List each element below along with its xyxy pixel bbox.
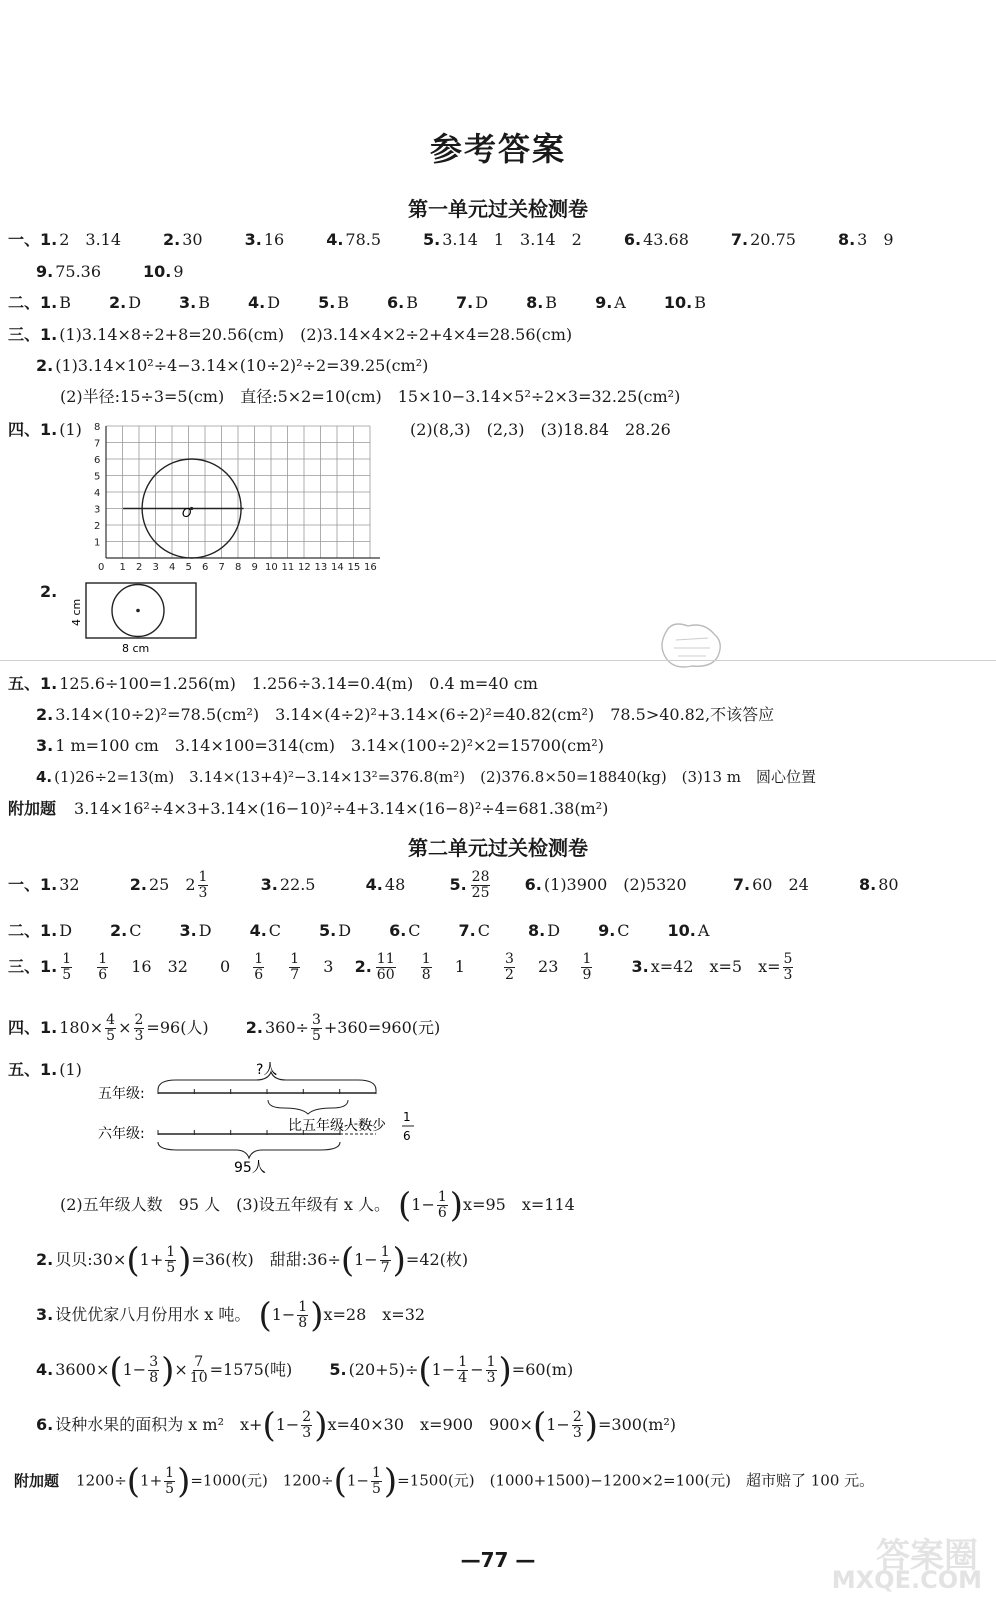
q-num: 9. bbox=[595, 293, 613, 312]
y-tick-label: 8 bbox=[94, 422, 101, 433]
u2-s2-line bbox=[8, 921, 709, 941]
q-num: 8. bbox=[528, 921, 546, 940]
u2-s5-q1 bbox=[8, 1060, 82, 1080]
u1-s3-q2 bbox=[36, 356, 428, 376]
answer-text: 3 bbox=[323, 957, 334, 976]
answer-text: C bbox=[129, 921, 142, 940]
answer-text: 48 bbox=[384, 875, 406, 894]
answer-text: (1)26÷2=13(m) 3.14×(13+4)²−3.14×13²=376.8(m²) (2)376.8×50=18840(kg) (3)13 m 圆心位置 bbox=[54, 768, 816, 786]
u1-s5-q3 bbox=[36, 736, 604, 756]
answer-text: C bbox=[477, 921, 491, 940]
answer-text: 75.36 bbox=[55, 262, 102, 281]
answer-text: D bbox=[59, 921, 73, 940]
q-num: 6. bbox=[524, 875, 542, 894]
x-tick-label: 12 bbox=[298, 562, 311, 573]
x-tick-label: 5 bbox=[185, 562, 192, 573]
answer-text: D bbox=[267, 293, 281, 312]
q-num: 2. bbox=[40, 582, 58, 601]
u1-s1-line2 bbox=[36, 262, 184, 282]
u1-s1-line1 bbox=[8, 230, 894, 250]
answer-text: 3.14×(10÷2)²=78.5(cm²) 3.14×(4÷2)²+3.14×(6÷2)²=40.82(cm²) 78.5>40.82,不该答应 bbox=[55, 705, 775, 724]
q-num: 9. bbox=[36, 262, 54, 281]
y-tick-label: 6 bbox=[94, 455, 101, 466]
q-num: 3. bbox=[179, 293, 197, 312]
answer-text: D bbox=[128, 293, 142, 312]
q-num: 2. bbox=[110, 921, 128, 940]
q-num: 10. bbox=[143, 262, 172, 281]
q-num: 4. bbox=[36, 1360, 54, 1379]
answer-text: 32 bbox=[59, 875, 80, 894]
q-num: 7. bbox=[458, 921, 476, 940]
q-num: 4. bbox=[248, 293, 266, 312]
answer-text: 3 9 bbox=[857, 230, 894, 249]
q-num: 一、1. bbox=[8, 875, 58, 894]
x-tick-label: 15 bbox=[347, 562, 361, 573]
y-tick-label: 4 bbox=[94, 488, 101, 499]
q-num: 4. bbox=[249, 921, 267, 940]
answer-text: 1 m=100 cm 3.14×100=314(cm) 3.14×(100÷2)²×2=15700(cm²) bbox=[55, 736, 604, 755]
x-tick-label: 11 bbox=[281, 562, 295, 573]
u2-s3-line: 三、1. $\frac{1}{5}$ $\frac{1}{6}$ 16 32 0 $\frac{1}{6}$ $\frac{1}{7}$ 3 2. $\frac{11}{60}$ $\frac{1}{8}$ 1 $\frac{3}{2}$ 23 $\frac{1}{9}$ 3. x=42 x=5 x= $\frac{5}{3}$ bbox=[8, 951, 793, 983]
u1-s4-q1 bbox=[8, 420, 82, 440]
q-num: 2. bbox=[245, 1018, 263, 1037]
frac-den: 6 bbox=[403, 1129, 411, 1143]
q-num: 2. bbox=[354, 957, 372, 976]
x-tick-label: 6 bbox=[202, 562, 209, 573]
x-tick-label: 10 bbox=[265, 562, 278, 573]
q-num: 2. bbox=[129, 875, 147, 894]
rect-height-label: 4 cm bbox=[70, 598, 83, 626]
u1-s4-q2 bbox=[40, 582, 59, 602]
u2-s5-q4: 4. 3600×(1− $\frac{3}{8}$ )× $\frac{7}{10}$ =1575(吨) 5. (20+5)÷(1− $\frac{1}{4}$ − $\frac{1}{3}$ )=60(m) bbox=[36, 1350, 574, 1391]
x-tick-label: 1 bbox=[119, 562, 126, 573]
center-label: O bbox=[182, 506, 192, 520]
x-tick-label: 9 bbox=[251, 562, 258, 573]
y-tick-label: 0 bbox=[98, 562, 105, 573]
unknown-label: ?人 bbox=[256, 1062, 278, 1078]
frac-num: 1 bbox=[403, 1110, 411, 1124]
answer-text: B bbox=[59, 293, 71, 312]
q-num: 8. bbox=[526, 293, 544, 312]
answer-text: 125.6÷100=1.256(m) 1.256÷3.14=0.4(m) 0.4 m=40 cm bbox=[59, 674, 538, 693]
q-num: 3. bbox=[36, 1305, 54, 1324]
q-num: 附加题 bbox=[8, 799, 57, 818]
q-num: 5. bbox=[449, 875, 467, 894]
answer-text: 16 bbox=[263, 230, 285, 249]
answer-text: 78.5 bbox=[345, 230, 382, 249]
segment-diagram bbox=[96, 1058, 456, 1174]
less-label: 比五年级人数少 bbox=[288, 1118, 386, 1134]
answer-text: 3.14 1 3.14 2 bbox=[442, 230, 582, 249]
q-num: 9. bbox=[598, 921, 616, 940]
q-num: 附加题 bbox=[14, 1471, 60, 1490]
watermark-url: MXQE.COM bbox=[831, 1566, 982, 1594]
answer-text: D bbox=[475, 293, 489, 312]
q-num: 6. bbox=[387, 293, 405, 312]
watermark-logo: 答案圈 bbox=[876, 1536, 978, 1576]
x-tick-label: 2 bbox=[136, 562, 143, 573]
answer-text: (1) bbox=[59, 1060, 82, 1079]
q-num: 五、1. bbox=[8, 1060, 58, 1079]
x-tick-label: 13 bbox=[314, 562, 328, 573]
answer-text: B bbox=[198, 293, 211, 312]
q-num: 3. bbox=[179, 921, 197, 940]
u2-s4-line: 四、1. 180× $\frac{4}{5}$ × $\frac{2}{3}$ =96(人) 2. 360÷ $\frac{3}{5}$ +360=960(元) bbox=[8, 1012, 441, 1044]
q-num: 5. bbox=[329, 1360, 347, 1379]
answer-text: B bbox=[406, 293, 419, 312]
q-num: 三、1. bbox=[8, 957, 58, 976]
q-num: 三、1. bbox=[8, 325, 58, 344]
q-num: 4. bbox=[365, 875, 383, 894]
q-num: 8. bbox=[837, 230, 856, 249]
page-number: —77 — bbox=[460, 1548, 536, 1572]
stamp-icon bbox=[652, 618, 732, 674]
y-tick-label: 2 bbox=[94, 521, 101, 532]
u2-extra: 附加题 1200÷(1+ $\frac{1}{5}$ )=1000(元) 1200÷(1− $\frac{1}{5}$ )=1500(元) (1000+1500)−1200×2=100(元) 超市赔了 100 元。 bbox=[14, 1461, 875, 1502]
grade5-label: 五年级: bbox=[98, 1086, 145, 1102]
grade6-label: 六年级: bbox=[98, 1126, 145, 1142]
answer-text: x=42 x=5 x= bbox=[650, 957, 781, 976]
q-num: 二、1. bbox=[8, 921, 58, 940]
q-num: 6. bbox=[623, 230, 642, 249]
q-num: 5. bbox=[318, 293, 336, 312]
answer-text: D bbox=[547, 921, 561, 940]
page-title: 参考答案 bbox=[429, 130, 566, 168]
q-num: 2. bbox=[108, 293, 127, 312]
q-num: 2. bbox=[36, 356, 54, 375]
q-num: 2. bbox=[36, 705, 54, 724]
q-num: 二、1. bbox=[8, 293, 58, 312]
fraction: $\frac{28}{25}$ bbox=[471, 869, 490, 901]
u1-s3-q2b: (2)半径:15÷3=5(cm) 直径:5×2=10(cm) 15×10−3.14×5²÷2×3=32.25(cm²) bbox=[60, 387, 681, 406]
count-label: 95人 bbox=[234, 1160, 266, 1174]
x-tick-label: 3 bbox=[152, 562, 159, 573]
answer-text: 22.5 bbox=[279, 875, 316, 894]
answer-text: (1)3900 (2)5320 bbox=[543, 875, 687, 894]
answer-text: 9 bbox=[173, 262, 184, 281]
q-num: 5. bbox=[423, 230, 441, 249]
answer-text: 2 3.14 bbox=[59, 230, 122, 249]
u2-s1-line bbox=[8, 870, 899, 901]
u1-extra bbox=[8, 799, 608, 819]
q-num: 3. bbox=[631, 957, 649, 976]
answer-text: D bbox=[338, 921, 352, 940]
q-num: 6. bbox=[36, 1415, 54, 1434]
fraction: $\frac{1}{3}$ bbox=[198, 869, 208, 901]
x-tick-label: 7 bbox=[218, 562, 225, 573]
y-tick-label: 7 bbox=[94, 438, 101, 450]
x-tick-label: 4 bbox=[169, 562, 176, 573]
answer-text: B bbox=[694, 293, 706, 312]
u1-s5-q2 bbox=[36, 705, 774, 725]
q-num: 3. bbox=[36, 736, 54, 755]
u2-s5-q3: 3. 设优优家八月份用水 x 吨。 (1− $\frac{1}{8}$ )x=28 x=32 bbox=[36, 1295, 426, 1336]
answer-text: 80 bbox=[878, 875, 899, 894]
answer-text: A bbox=[614, 293, 626, 312]
q-num: 10. bbox=[663, 293, 693, 312]
answer-text: 30 bbox=[182, 230, 203, 249]
answer-text: 3.14×16²÷4×3+3.14×(16−10)²÷4+3.14×(16−8)²÷4=681.38(m²) bbox=[74, 799, 609, 818]
x-tick-label: 16 bbox=[364, 562, 377, 573]
u2-s5-q2: 2. 贝贝:30×(1+ $\frac{1}{5}$ )=36(枚) 甜甜:36÷(1− $\frac{1}{7}$ )=42(枚) bbox=[36, 1240, 469, 1281]
q-num: 6. bbox=[389, 921, 407, 940]
q-num: 2. bbox=[36, 1250, 54, 1269]
u1-s3-q1 bbox=[8, 325, 572, 345]
q-num: 8. bbox=[859, 875, 877, 894]
answer-text: 16 32 0 bbox=[131, 957, 231, 976]
q-num: 7. bbox=[456, 293, 474, 312]
u1-s4-q1b: (2)(8,3) (2,3) (3)18.84 28.26 bbox=[410, 420, 671, 439]
u2-s5-q1b: (2)五年级人数 95 人 (3)设五年级有 x 人。 (1− $\frac{1}{6}$ )x=95 x=114 bbox=[60, 1185, 575, 1226]
answer-text: 20.75 bbox=[750, 230, 796, 249]
q-num: 4. bbox=[326, 230, 344, 249]
answer-text: B bbox=[545, 293, 558, 312]
unit2-heading: 第二单元过关检测卷 bbox=[408, 836, 588, 860]
y-tick-label: 1 bbox=[94, 537, 101, 549]
answer-text: (1)3.14×8÷2+8=20.56(cm) (2)3.14×4×2÷2+4×4=28.56(cm) bbox=[59, 325, 573, 344]
q-num: 5. bbox=[319, 921, 337, 940]
x-tick-label: 14 bbox=[331, 562, 344, 573]
answer-text: 25 2 bbox=[148, 875, 196, 894]
answer-text: C bbox=[617, 921, 630, 940]
answer-text: 43.68 bbox=[643, 230, 689, 249]
q-num: 7. bbox=[730, 230, 749, 249]
answer-text: 23 bbox=[538, 957, 559, 976]
answer-text: (1) bbox=[59, 420, 82, 439]
u1-s2-line bbox=[8, 293, 706, 313]
q-num: 3. bbox=[244, 230, 262, 249]
q-num: 五、1. bbox=[8, 674, 58, 693]
q-num: 一、1. bbox=[8, 230, 58, 249]
u1-s5-q4 bbox=[36, 767, 816, 787]
rect-width-label: 8 cm bbox=[122, 642, 150, 655]
unit1-heading: 第一单元过关检测卷 bbox=[408, 197, 588, 221]
u1-s5-q1 bbox=[8, 674, 538, 694]
fold-line bbox=[0, 660, 996, 661]
answer-text: 60 24 bbox=[752, 875, 809, 894]
answer-text: C bbox=[408, 921, 421, 940]
answer-text: D bbox=[198, 921, 212, 940]
q-num: 四、1. bbox=[8, 420, 58, 439]
q-num: 7. bbox=[732, 875, 751, 894]
answer-text: (1)3.14×10²÷4−3.14×(10÷2)²÷2=39.25(cm²) bbox=[55, 356, 429, 375]
answer-text: B bbox=[337, 293, 350, 312]
y-tick-label: 5 bbox=[94, 471, 101, 483]
coordinate-grid bbox=[88, 418, 388, 574]
q-num: 4. bbox=[36, 768, 53, 786]
u2-s5-q6: 6. 设种水果的面积为 x m² x+(1− $\frac{2}{3}$ )x=40×30 x=900 900×(1− $\frac{2}{3}$ )=300(m²) bbox=[36, 1405, 677, 1446]
answer-text: 1 bbox=[454, 957, 465, 976]
x-tick-label: 8 bbox=[235, 562, 242, 573]
q-num: 10. bbox=[667, 921, 696, 940]
q-num: 2. bbox=[163, 230, 181, 249]
q-num: 3. bbox=[260, 875, 278, 894]
y-tick-label: 3 bbox=[94, 504, 101, 516]
rectangle-figure bbox=[66, 578, 206, 656]
q-num: 四、1. bbox=[8, 1018, 58, 1037]
answer-text: A bbox=[697, 921, 710, 940]
answer-text: C bbox=[268, 921, 282, 940]
